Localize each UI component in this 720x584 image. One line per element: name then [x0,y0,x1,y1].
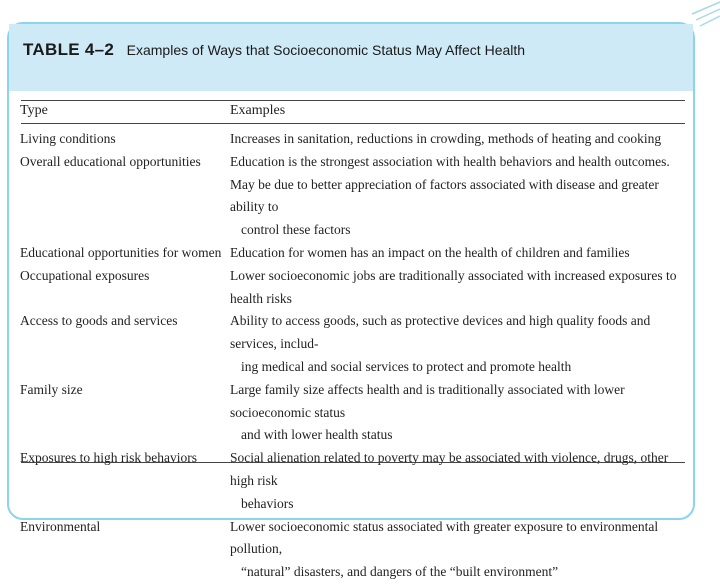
example-line: Lower socioeconomic status associated with greater exposure to environmental pollution, [230,518,659,557]
example-line: “natural” disasters, and dangers of the “built environment” [241,564,559,580]
top-rule [21,100,685,101]
example-line: Lower socioeconomic jobs are traditionally associated with increased exposures to health risks [230,267,677,306]
example-line: ing medical and social services to protect and promote health [241,358,572,374]
example-line: Education is the strongest association with health behaviors and health outcomes. [230,153,670,169]
table-number: TABLE 4–2 [23,40,115,59]
table-body [20,128,690,584]
column-header-examples: Examples [230,103,286,118]
example-line: Increases in sanitation, reductions in crowding, methods of heating and cooking [230,131,662,146]
table-row [20,447,690,515]
table-row [20,310,690,378]
example-line: and with lower health status [241,427,393,443]
example-line: behaviors [241,495,294,511]
row-type: Educational opportunities for women [20,244,222,260]
row-type: Access to goods and services [20,313,178,329]
row-examples [230,265,690,311]
row-type: Occupational exposures [20,267,150,283]
example-line: Education for women has an impact on the health of children and families [230,244,630,260]
row-type: Living conditions [20,131,116,146]
table-row [20,516,690,584]
row-examples [230,128,690,151]
row-type: Overall educational opportunities [20,153,201,169]
table-card [7,22,695,580]
row-examples [230,310,690,378]
header-rule [21,123,685,124]
bottom-rule [21,462,685,463]
table-row [20,151,690,242]
column-header-type: Type [20,103,48,118]
example-line: Ability to access goods, such as protective devices and high quality foods and services, includ- [230,313,651,352]
example-line: control these factors [241,222,351,238]
table-row [20,242,690,265]
row-type: Environmental [20,518,101,534]
title-band [9,24,693,91]
table-row [20,379,690,447]
row-type: Family size [20,381,83,397]
row-examples [230,516,690,584]
table-caption [23,40,525,60]
example-line: May be due to better appreciation of factors associated with disease and greater ability to [230,176,659,215]
table-title: Examples of Ways that Socioeconomic Status May Affect Health [126,42,526,58]
example-line: Large family size affects health and is traditionally associated with lower socioeconomic status [230,381,625,420]
table-row [20,265,690,311]
row-examples [230,379,690,447]
example-line: Social alienation related to poverty may be associated with violence, drugs, other high risk [230,450,669,488]
row-type: Exposures to high risk behaviors [20,450,197,466]
table-row [20,128,690,151]
row-examples [230,447,690,515]
row-examples [230,151,690,242]
row-examples [230,242,690,265]
